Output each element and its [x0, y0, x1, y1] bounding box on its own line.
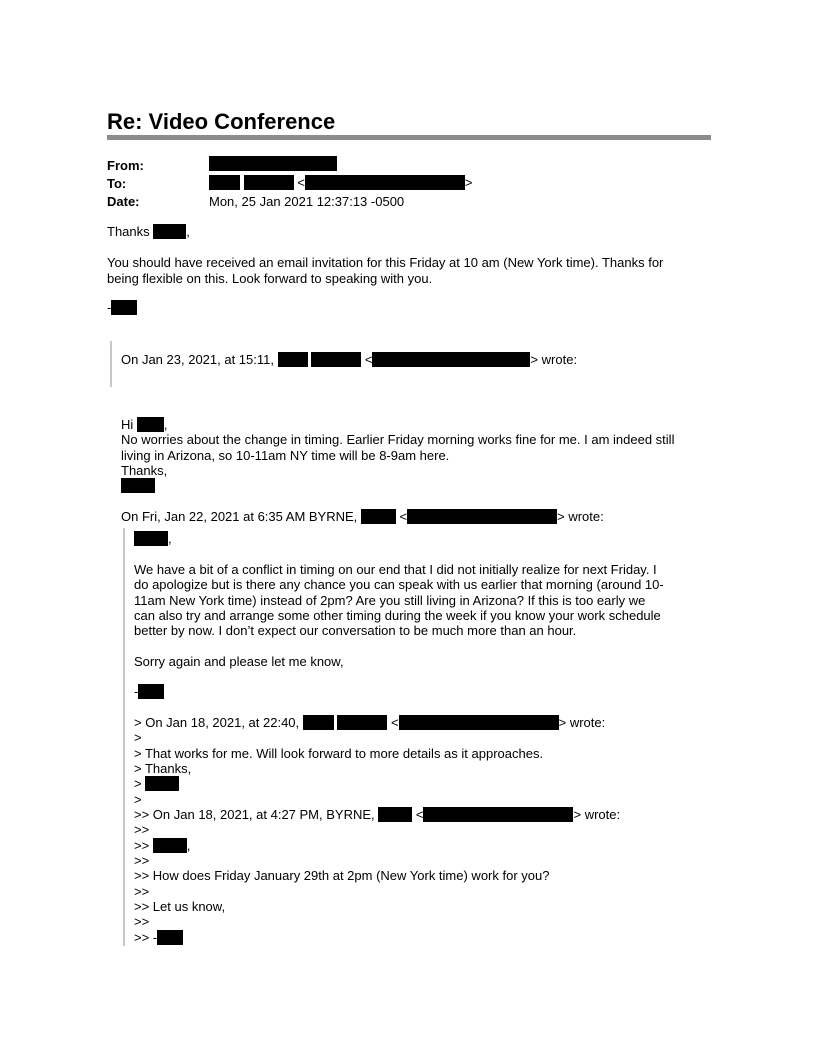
nested-attribution: > On Jan 18, 2021, at 22:40, < > wrote:	[134, 715, 606, 730]
nested-line: > Thanks,	[134, 761, 192, 776]
nested-attribution: >> On Jan 18, 2021, at 4:27 PM, BYRNE, < > wrote:	[134, 807, 621, 822]
redaction-box	[305, 175, 465, 190]
reply-signature-redacted	[121, 478, 155, 493]
reply-line: Thanks,	[121, 463, 168, 478]
redaction-box	[209, 175, 240, 190]
reply-signature: -	[134, 684, 164, 699]
quote-bar	[123, 528, 125, 946]
email-subject: Re: Video Conference	[107, 109, 336, 134]
quote-bar	[110, 341, 112, 387]
redaction-box	[157, 930, 183, 945]
redaction-box	[399, 715, 559, 730]
nested-line: >> -	[134, 930, 183, 945]
to-value: < >	[209, 175, 472, 190]
reply-line: We have a bit of a conflict in timing on our end that I did not initially realize for next Friday. I	[134, 562, 657, 577]
nested-line: >	[134, 792, 142, 807]
redaction-box	[361, 509, 396, 524]
redaction-box	[153, 838, 187, 853]
nested-line: >> ,	[134, 838, 191, 853]
redaction-box	[244, 175, 294, 190]
to-label: To:	[107, 176, 127, 191]
redaction-box	[111, 300, 137, 315]
reply-line: can also try and arrange some other timing during the week if you know your work schedule	[134, 608, 661, 623]
date-label: Date:	[107, 194, 140, 209]
redaction-box	[423, 807, 573, 822]
redaction-box	[311, 352, 361, 367]
reply-line: living in Arizona, so 10-11am NY time will be 8-9am here.	[121, 448, 450, 463]
reply-line: No worries about the change in timing. Earlier Friday morning works fine for me. I am indeed still	[121, 432, 675, 447]
reply-line: Sorry again and please let me know,	[134, 654, 344, 669]
redaction-box	[278, 352, 308, 367]
date-value: Mon, 25 Jan 2021 12:37:13 -0500	[209, 194, 405, 209]
redaction-box	[134, 531, 168, 546]
from-label: From:	[107, 158, 144, 173]
title-rule	[107, 135, 711, 140]
quote-attribution: On Jan 23, 2021, at 15:11, < > wrote:	[121, 352, 578, 367]
nested-line: >>	[134, 884, 150, 899]
nested-line: >> Let us know,	[134, 899, 226, 914]
redaction-box	[138, 684, 164, 699]
redaction-box	[145, 776, 179, 791]
nested-line: >>	[134, 914, 150, 929]
nested-line: > That works for me. Will look forward to more details as it approaches.	[134, 746, 544, 761]
quote-attribution: On Fri, Jan 22, 2021 at 6:35 AM BYRNE, < > wrote:	[121, 509, 604, 524]
reply-line: better by now. I don’t expect our conversation to be much more than an hour.	[134, 623, 577, 638]
body-line: being flexible on this. Look forward to speaking with you.	[107, 271, 433, 286]
signature: -	[107, 300, 137, 315]
reply-greeting: ,	[134, 531, 172, 546]
nested-line: >> How does Friday January 29th at 2pm (New York time) work for you?	[134, 868, 550, 883]
redaction-box	[378, 807, 412, 822]
reply-line: 11am New York time) instead of 2pm? Are you still living in Arizona? If this is too early we	[134, 593, 646, 608]
body-line: You should have received an email invitation for this Friday at 10 am (New York time). Thanks for	[107, 255, 664, 270]
redaction-box	[372, 352, 530, 367]
redaction-box	[303, 715, 334, 730]
nested-line: >	[134, 730, 142, 745]
redaction-box	[153, 224, 186, 239]
reply-greeting: Hi ,	[121, 417, 168, 432]
greeting: Thanks ,	[107, 224, 190, 239]
from-value-redacted	[209, 156, 337, 171]
nested-line: >>	[134, 822, 150, 837]
nested-line: >>	[134, 853, 150, 868]
nested-line: >	[134, 776, 179, 791]
redaction-box	[137, 417, 164, 432]
redaction-box	[337, 715, 387, 730]
redaction-box	[407, 509, 557, 524]
reply-line: do apologize but is there any chance you can speak with us earlier that morning (around 10-	[134, 577, 664, 592]
